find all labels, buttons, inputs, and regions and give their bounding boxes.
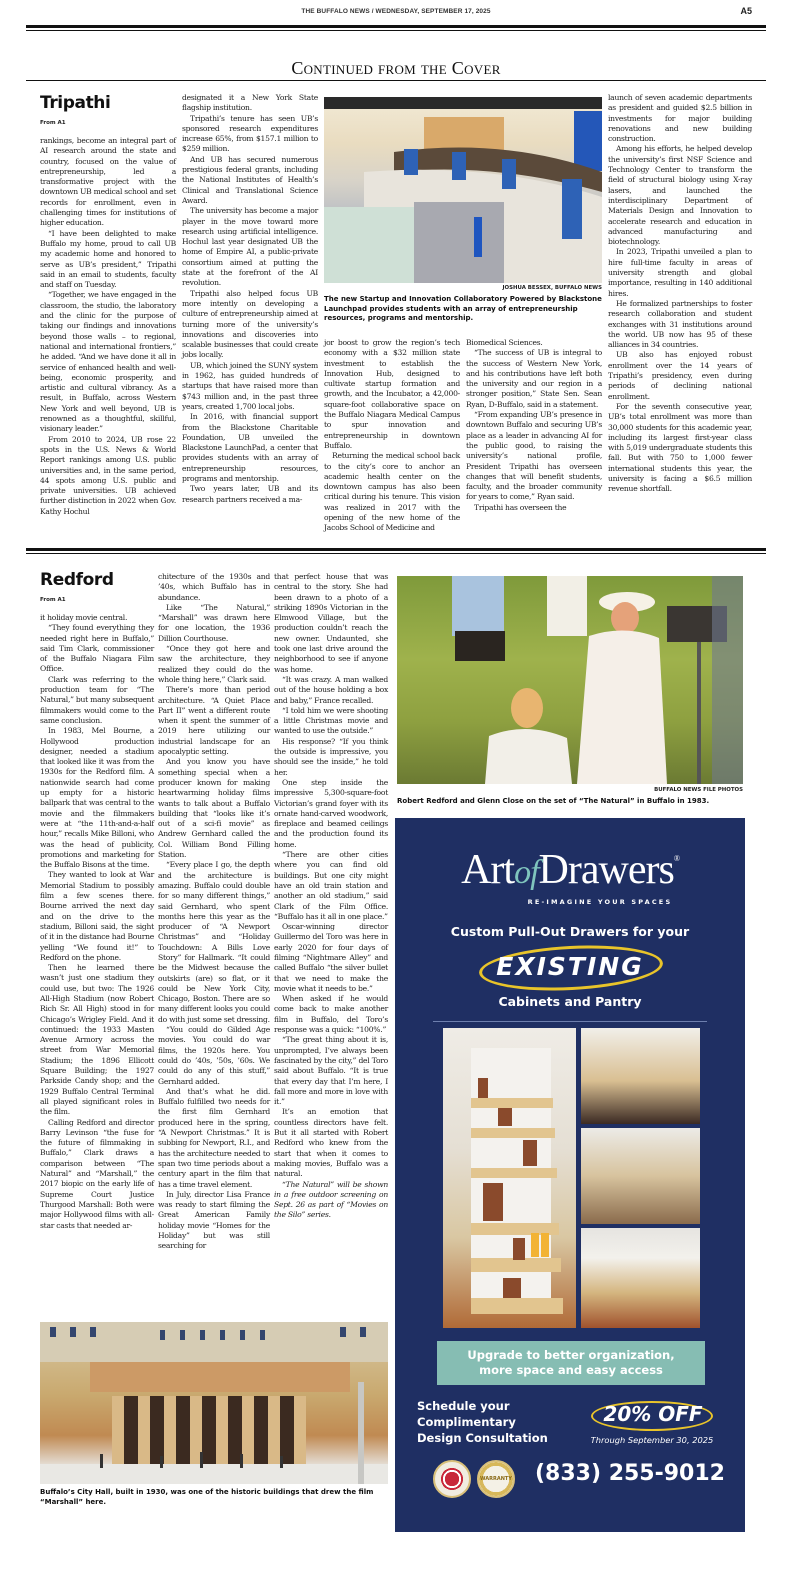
redford-headline: Redford: [40, 570, 114, 590]
paragraph: Oscar-winning director Guillermo del Toro was here in early 2020 for four days of filming “Nightmare Alley” and called Buffalo “the silver bullet that we need to make the movie what it needs to be.”: [274, 922, 388, 993]
paragraph: “Every place I go, the depth and the architecture is amazing. Buffalo could double for so many different things,” said Gernhard, who spent months here this year as the producer of “A Newport Christmas” and “Holiday Touchdown: A Bills Love Story” for Hallmark. “It could be the Midwest because the outskirts (are) so flat, or it could be New York City, Chicago, Boston. There are so many different looks you could do with just some set dressing.: [158, 860, 270, 1024]
tripathi-photo: [324, 97, 602, 283]
paragraph: Biomedical Sciences.: [466, 338, 543, 347]
paragraph: rankings, become an integral part of AI research around the state and country, focused on the value of entrepreneurship, led a transformative project with the downtown UB medical school and set records for enrollment, even in challenging times for institutions of higher education.: [40, 136, 176, 228]
paragraph: His response? “If you think the outside is impressive, you should see the inside,” he told her.: [274, 736, 388, 777]
paragraph: The university has become a major player in the move toward more research using artificial intelligence. Hochul last year designated UB the home of Empire AI, a public-private consortium aimed at putting the state at the forefront of the AI revolution.: [182, 206, 318, 288]
tripathi-col-4: [466, 338, 602, 513]
lifetime-warranty-badge-icon: WARRANTY: [477, 1460, 515, 1498]
ad-tagline: RE-IMAGINE YOUR SPACES: [527, 898, 673, 906]
tripathi-col-1: [40, 136, 176, 517]
pantry-drawers-image: [443, 1028, 576, 1328]
redford-col-3: [274, 572, 388, 1180]
redford-col-2: [158, 572, 270, 1252]
redford-jump-line: From A1: [40, 597, 66, 603]
buffalo-city-hall-image: [40, 1322, 388, 1484]
cabinet-pullout-photo-2: [581, 1128, 700, 1224]
paragraph: There’s more than period architecture. “A Quiet Place Part II” went a different route when it spent the summer of 2019 here utilizing our industrial landscape for an apocalyptic setting.: [158, 685, 270, 757]
paragraph: “You could do Gilded Age movies. You could do war films, the 1920s here. You could do ’40s, ’50s, ’60s. We could do any of this stuff,” Gernhard added.: [158, 1025, 270, 1086]
paragraph: jor boost to grow the region’s tech economy with a $32 million state investment to establish the Innovation Hub, designed to cultivate startup formation and growth, and the Incubator, a 42,000-square-foot collaborative space on the Buffalo Niagara Medical Campus to spur innovation and entrepreneurship in downtown Buffalo.: [324, 338, 460, 450]
paragraph: He formalized partnerships to foster research collaboration and student exchanges with 31 institutions around the world. UB now has 95 of these alliances in 34 countries.: [608, 298, 752, 350]
paragraph: launch of seven academic departments as president and guided $2.5 billion in investments for major building renovations and new building construction.: [608, 93, 752, 144]
collaboratory-photo-image: [324, 97, 602, 283]
tripathi-col-2: [182, 93, 318, 505]
paragraph: UB, which joined the SUNY system in 1962, has guided hundreds of startups that have raised more than $743 million and, in the past three years, created 1,700 local jobs.: [182, 360, 318, 411]
paragraph: “There are other cities where you can find old buildings. But one city might have an old train station and another an old stadium,” said Clark of the Film Office. “Buffalo has it all in one place.”: [274, 850, 388, 921]
paragraph: Then he learned there wasn’t just one stadium they could use, but two: The 1926 All-High Stadium (now Robert Rich Sr. All High) stood in for Chicago’s Wrigley Field. And it continued: the 1933 Masten Avenue Armory across the street from War Memorial Stadium; the 1896 Ellicott Square Building; the 1927 Parkside Candy shop; and the 1929 Buffalo Central Terminal all played significant roles in the film.: [40, 963, 154, 1117]
registered-mark: ®: [673, 854, 679, 863]
cabinet-pullout-photo-1: [581, 1028, 700, 1124]
pantry-pullout-photo: [443, 1028, 576, 1328]
paragraph: From 2010 to 2024, UB rose 22 spots in the U.S. News & World Report rankings among U.S. public universities and, in the same period, 44 spots among U.S. public and private universities. UB achieved further distinction in 2022 when Gov. Kathy Hochul: [40, 434, 176, 516]
paragraph: “I have been delighted to make Buffalo my home, proud to call UB my academic home and honored to serve as UB’s president,” Tripathi said in an email to students, faculty and staff on Tuesday.: [40, 228, 176, 290]
tripathi-photo-credit: JOSHUA BESSEX, BUFFALO NEWS: [502, 285, 602, 291]
redford-col-3-wrap: [274, 572, 388, 1221]
paragraph: And UB has secured numerous prestigious federal grants, including the National Institutes of Health’s Clinical and Translational Science Award.: [182, 154, 318, 205]
header-rule-thick: [26, 25, 766, 28]
paragraph: Clark was referring to the production team for “The Natural,” but many subsequent filmmakers would come to the same conclusion.: [40, 674, 154, 725]
ad-schedule-line-1: Schedule your: [417, 1399, 510, 1413]
ad-logo-art: Art: [461, 847, 515, 893]
city-hall-photo: [40, 1322, 388, 1484]
paragraph: For the seventh consecutive year, UB’s total enrollment was more than 30,000 students for this academic year, including its largest first-year class with 5,019 undergraduate students this fall. But with 750 to 1,000 fewer international students this year, the university is facing a $6.5 million revenue shortfall.: [608, 401, 752, 494]
ad-offer-through: Through September 30, 2025: [590, 1435, 714, 1445]
paragraph: that perfect house that was central to the story. She had been drawn to a photo of a striking 1890s Victorian in the Elmwood Village, but the production couldn’t reach the new owner. Undaunted, she took one last drive around the neighborhood to see if anyone was home.: [274, 572, 388, 674]
paragraph: “I told him we were shooting a little Christmas movie and wanted to use the outside.”: [274, 705, 388, 736]
paragraph: Tripathi also helped focus UB more intently on developing a culture of entrepreneurship aimed at turning more of the university’s innovations and discoveries into scalable businesses that could create jobs locally.: [182, 288, 318, 360]
paragraph: “The success of UB is integral to the success of Western New York, and his contributions have left both the university and our region in a stronger position,” State Sen. Sean Ryan, D-Buffalo, said in a statement.: [466, 348, 602, 409]
ad-phone-number[interactable]: (833) 255-9012: [535, 1461, 725, 1486]
paragraph: “It was crazy. A man walked out of the house holding a box and baby,” France recalled.: [274, 674, 388, 705]
ad-logo-drawers: Drawers: [538, 847, 674, 893]
paragraph: In 1983, Mel Bourne, a Hollywood production designer, needed a stadium that looked like it was from the 1930s for the Redford film. A nationwide search had come up empty for a historic ballpark that was central to the movie and the filmmakers were at “the 11th-and-a-half hour,” recalls Mike Billoni, who was the head of publicity, promotions and marketing for the Buffalo Bisons at the time.: [40, 726, 154, 870]
paragraph: Among his efforts, he helped develop the university’s first NSF Science and Technology Center to transform the field of structural biology using X-ray lasers, and launched the interdisciplinary Department of Materials Design and Innovation to accelerate research and education in advanced manufacturing and biotechnology.: [608, 144, 752, 247]
paragraph: And you know you have something special when a producer known for making heartwarming holiday films wants to talk about a Buffalo building that “looks like it’s out of a sci-fi movie” as Andrew Gernhard called the Col. William Bond Filling Station.: [158, 757, 270, 860]
paragraph: When asked if he would come back to make another film in Buffalo, del Toro’s response was a quick: “100%.”: [274, 994, 388, 1035]
redford-col-1: [40, 613, 154, 1231]
ad-upgrade-line-1: Upgrade to better organization,: [467, 1348, 675, 1362]
the-natural-set-photo-image: [397, 576, 743, 784]
ad-headline-emphasis: EXISTING: [496, 952, 644, 981]
paragraph: Tripathi’s tenure has seen UB’s sponsored research expenditures increase 65%, from $157.1 million to $259 million.: [182, 113, 318, 154]
paragraph: One step inside the impressive 5,300-square-foot Victorian’s grand foyer with its ornate hand-carved woodwork, fireplace and beamed ceilings and the production found its home.: [274, 777, 388, 849]
paragraph: Like “The Natural,” “Marshall” was drawn here for one location, the 1936 Dillion Courthouse.: [158, 602, 270, 643]
redford-photo: [397, 576, 743, 784]
made-in-usa-badge-icon: [433, 1460, 471, 1498]
redford-italic-note: [274, 1180, 388, 1221]
paragraph: “From expanding UB’s presence in downtown Buffalo and securing UB’s place as a leader in advancing AI for the public good, to raising the university’s national profile, President Tripathi has overseen changes that will benefit students, faculty, and the broader community for years to come,” Ryan said.: [466, 410, 602, 502]
ad-offer: 20% OFF: [603, 1402, 703, 1426]
ad-upgrade-line-2: more space and easy access: [479, 1363, 663, 1377]
redford-photo-credit: BUFFALO NEWS FILE PHOTOS: [654, 787, 743, 793]
paragraph: “Once they got here and saw the architecture, they realized they could do the whole thing here,” Clark said.: [158, 644, 270, 684]
paragraph: “Together, we have engaged in the classroom, the studio, the laboratory and the clinic for the purpose of taking our findings and innovations beyond those walls – to regional, national and international frontiers,” he added. “And we have done it all in service of enhanced health and well-being, economic prosperity, and artistic and cultural vibrancy. As a result, in Buffalo, across Western New York and well beyond, UB is renowned as a thoughtful, skillful, visionary leader.”: [40, 290, 176, 434]
tripathi-photo-caption: The new Startup and Innovation Collaboratory Powered by Blackstone Launchpad provides students with an array of entrepreneurship resources, programs and mentorship.: [324, 295, 602, 322]
paragraph: chitecture of the 1930s and ’40s, which Buffalo has in abundance.: [158, 572, 270, 602]
ad-logo-of: of: [514, 854, 539, 891]
ad-logo: [395, 846, 745, 894]
section-rule: [26, 80, 766, 81]
page-number: A5: [740, 6, 752, 16]
paragraph: UB also has enjoyed robust enrollment over the 14 years of Tripathi’s presidency, even during periods of declining national enrollment.: [608, 350, 752, 401]
paragraph: It’s an emotion that countless directors have felt. But it all started with Robert Redford who knew from the start that when it comes to making movies, Buffalo was a natural.: [274, 1107, 388, 1179]
tripathi-col-5: [608, 93, 752, 495]
paragraph: In 2023, Tripathi unveiled a plan to hire full-time faculty in areas of university strength and global importance, resulting in 140 additional hires.: [608, 247, 752, 298]
header-rule-thin: [26, 30, 766, 31]
paragraph: They wanted to look at War Memorial Stadium to possibly film a few scenes there. Bourne arrived the next day and on the drive to the stadium, Billoni said, the sight of it in the distance had Bourne yelling “We found it!” to Redford on the phone.: [40, 870, 154, 962]
masthead: THE BUFFALO NEWS / WEDNESDAY, SEPTEMBER 17, 2025: [301, 8, 491, 15]
paragraph: Tripathi has overseen the: [474, 502, 567, 512]
paragraph: it holiday movie central.: [40, 613, 128, 622]
paragraph: And that’s what he did. Buffalo fulfilled two needs for the first film Gernhard produced here in the spring, “A Newport Christmas.” It is subbing for Newport, R.I., and has the architecture needed to span two time periods about a century apart in the film that has a time travel element.: [158, 1086, 270, 1189]
ad-schedule-text: [417, 1398, 548, 1446]
paragraph: In 2016, with financial support from the Blackstone Charitable Foundation, UB unveiled the Blackstone LaunchPad, a center that provides students with an array of entrepreneurship resources, programs and mentorship.: [182, 412, 318, 483]
redford-photo-caption: Robert Redford and Glenn Close on the set of “The Natural” in Buffalo in 1983.: [397, 797, 710, 805]
tripathi-jump-line: From A1: [40, 120, 66, 126]
paragraph: Returning the medical school back to the city’s core to anchor an academic health center on the downtown campus has also been critical during his tenure. This vision was realized in 2017 with the opening of the new home of the Jacobs School of Medicine and: [324, 451, 460, 533]
paragraph: “The great thing about it is, unprompted, I’ve always been fascinated by the city,” del Toro said about Buffalo. “It is true that every day that I’m here, I fall more and more in love with it.”: [274, 1035, 388, 1107]
paragraph: “They found everything they needed right here in Buffalo,” said Tim Clark, commissioner of the Buffalo Niagara Film Office.: [40, 623, 154, 674]
ad-image-frame-rule: [433, 1021, 707, 1022]
art-of-drawers-ad[interactable]: [395, 818, 745, 1532]
paragraph: In July, director Lisa France was ready to start filming the Great American Family holiday movie “Homes for the Holiday” but was still searching for: [158, 1189, 270, 1251]
city-hall-photo-caption: Buffalo’s City Hall, built in 1930, was one of the historic buildings that drew the film “Marshall” here.: [40, 1488, 374, 1506]
paragraph: designated it a New York State flagship institution.: [182, 93, 318, 113]
ad-upgrade-banner: [437, 1341, 705, 1385]
tripathi-col-3: [324, 338, 460, 534]
ad-schedule-line-2: Complimentary: [417, 1415, 516, 1429]
paragraph: Calling Redford and director Barry Levinson “the fuse for the future of filmmaking in Buffalo,” Clark draws a comparison between “The Natural” and “Marshall,” the 2017 biopic on the early life of Supreme Court Justice Thurgood Marshall: Both were major Hollywood films with all-star casts that needed ar-: [40, 1117, 154, 1230]
screening-note: “The Natural” will be shown in a free outdoor screening on Sept. 26 as part of “Movies on the Silo” series.: [274, 1179, 388, 1220]
section-title: Continued from the Cover: [291, 58, 501, 78]
tripathi-headline: Tripathi: [40, 93, 111, 113]
story-divider-thick: [26, 548, 766, 551]
ad-headline-1: Custom Pull-Out Drawers for your: [450, 924, 690, 939]
ad-schedule-line-3: Design Consultation: [417, 1431, 548, 1445]
story-divider-thin: [26, 553, 766, 554]
paragraph: Two years later, UB and its research partners received a ma-: [182, 484, 318, 504]
cabinet-pullout-photo-3: [581, 1228, 700, 1328]
ad-headline-2: Cabinets and Pantry: [498, 994, 642, 1009]
